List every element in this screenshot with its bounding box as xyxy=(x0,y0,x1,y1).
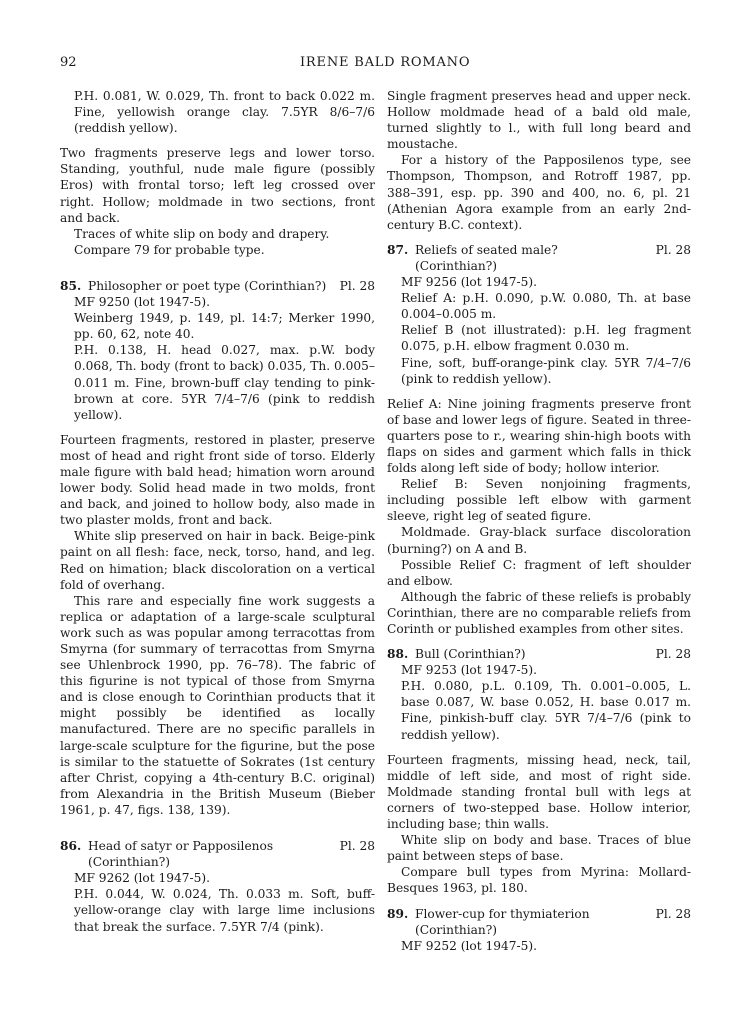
entry-86-inventory: MF 9262 (lot 1947-5). xyxy=(74,871,210,886)
entry-87-subtitle: (Corinthian?) xyxy=(415,258,498,273)
plate-ref: Pl. 28 xyxy=(655,906,691,921)
plate-ref: Pl. 28 xyxy=(655,242,691,257)
entry-title: Reliefs of seated male? xyxy=(415,242,558,257)
entry-87-moldmade: Moldmade. Gray-black surface discoloration (burning?) on A and B. xyxy=(387,525,691,556)
plate-ref: Pl. 28 xyxy=(339,839,375,854)
entry-number: 85. xyxy=(60,278,82,293)
entry-87-relief-a: Relief A: Nine joining fragments preserve front of base and lower legs of figure. Seated in three-quarters pose to r., wearing shin-high boots with flaps on sides and garment which falls in thick folds along left side of body; hollow interior. xyxy=(387,396,691,476)
entry-88-inventory: MF 9253 (lot 1947-5). xyxy=(401,663,537,678)
entry-84-description: Two fragments preserve legs and lower torso. Standing, youthful, nude male figure (possibly Eros) with frontal torso; left leg crossed over right. Hollow; moldmade in two sections, front and back. xyxy=(60,146,375,225)
plate-ref: Pl. 28 xyxy=(339,278,375,293)
page-number: 92 xyxy=(60,55,77,70)
entry-number: 89. xyxy=(387,906,409,921)
entry-86-history: For a history of the Papposilenos type, see Thompson, Thompson, and Rotroff 1987, pp. 388–391, esp. pp. 390 and 400, no. 6, pl. 21 (Athenian Agora example from an early 2nd-century B.C. context). xyxy=(387,153,691,232)
entry-87-inventory: MF 9256 (lot 1947-5). xyxy=(401,275,537,290)
entry-87-clay: Fine, soft, buff-orange-pink clay. 5YR 7/4–7/6 (pink to reddish yellow). xyxy=(401,355,691,386)
entry-85-description: Fourteen fragments, restored in plaster, preserve most of head and right front side of torso. Elderly male figure with bald head; himation worn around lower body. Solid head made in two molds, front and back, and joined to hollow body, also made in two plaster molds, front and back. xyxy=(60,432,375,528)
entry-title: Bull (Corinthian?) xyxy=(415,647,526,662)
entry-number: 87. xyxy=(387,242,409,257)
entry-87-measurements-b: Relief B (not illustrated): p.H. leg fragment 0.075, p.H. elbow fragment 0.030 m. xyxy=(401,323,691,354)
entry-84-measurements: P.H. 0.081, W. 0.029, Th. front to back 0.022 m. Fine, yellowish orange clay. 7.5YR 8/6–7/6 (reddish yellow). xyxy=(74,89,375,136)
entry-89-inventory: MF 9252 (lot 1947-5). xyxy=(401,938,537,953)
entry-88-slip: White slip on body and base. Traces of blue paint between steps of base. xyxy=(387,833,691,864)
entry-87-measurements-a: Relief A: p.H. 0.090, p.W. 0.080, Th. at base 0.004–0.005 m. xyxy=(401,291,691,322)
entry-85-measurements: P.H. 0.138, H. head 0.027, max. p.W. body 0.068, Th. body (front to back) 0.035, Th. 0.005–0.011 m. Fine, brown-buff clay tending to pink-brown at core. 5YR 7/4–7/6 (pink to reddish yellow). xyxy=(74,343,375,422)
entry-title: Philosopher or poet type (Corinthian?) xyxy=(88,278,327,293)
entry-86-measurements: P.H. 0.044, W. 0.024, Th. 0.033 m. Soft, buff-yellow-orange clay with large lime inclusions that break the surface. 7.5YR 7/4 (pink). xyxy=(74,887,375,934)
entry-86-description: Single fragment preserves head and upper neck. Hollow moldmade head of a bald old male, turned slightly to l., with full long beard and moustache. xyxy=(387,89,691,152)
entry-title: Head of satyr or Papposilenos xyxy=(88,839,274,854)
entry-86-heading xyxy=(60,838,375,854)
entry-84-compare: Compare 79 for probable type. xyxy=(74,242,265,257)
entry-85-inventory: MF 9250 (lot 1947-5). xyxy=(74,295,210,310)
entry-89-subtitle: (Corinthian?) xyxy=(415,922,498,937)
entry-88-compare: Compare bull types from Myrina: Mollard-Besques 1963, pl. 180. xyxy=(387,865,691,896)
entry-87-heading xyxy=(387,242,691,258)
entry-88-description: Fourteen fragments, missing head, neck, tail, middle of left side, and most of right side. Moldmade standing frontal bull with legs at corners of two-stepped base. Hollow interior, including base; thin walls. xyxy=(387,752,691,832)
entry-86-subtitle: (Corinthian?) xyxy=(88,855,171,870)
entry-88-measurements: P.H. 0.080, p.L. 0.109, Th. 0.001–0.005, L. base 0.087, W. base 0.052, H. base 0.017 m. Fine, pinkish-buff clay. 5YR 7/4–7/6 (pink to reddish yellow). xyxy=(401,679,691,742)
entry-87-relief-b: Relief B: Seven nonjoining fragments, including possible left elbow with garment sleeve, right leg of seated figure. xyxy=(387,477,691,524)
plate-ref: Pl. 28 xyxy=(655,647,691,662)
running-header-author: IRENE BALD ROMANO xyxy=(300,55,471,70)
entry-85-discussion: This rare and especially fine work suggests a replica or adaptation of a large-scale sculptural work such as was popular among terracottas from Smyrna (for summary of terracottas from Smyrna see Uhlenbrock 1990, pp. 76–78). The fabric of this figurine is not typical of those from Smyrna and is close enough to Corinthian products that it might possibly be identified as locally manufactured. There are no specific parallels in large-scale sculpture for the figurine, but the pose is similar to the statuette of Sokrates (1st century after Christ, copying a 4th-century B.C. original) from Alexandria in the British Museum (Bieber 1961, p. 47, figs. 138, 139). xyxy=(60,593,375,817)
entry-title: Flower-cup for thymiaterion xyxy=(415,906,590,921)
entry-85-paint: White slip preserved on hair in back. Beige-pink paint on all flesh: face, neck, torso, hand, and leg. Red on himation; black discoloration on a vertical fold of overhang. xyxy=(60,529,375,592)
entry-88-heading xyxy=(387,646,691,662)
entry-85-heading xyxy=(60,278,375,294)
entry-87-note: Although the fabric of these reliefs is probably Corinthian, there are no comparable reliefs from Corinth or published examples from other sites. xyxy=(387,589,691,636)
entry-number: 86. xyxy=(60,839,82,854)
left-column xyxy=(60,88,375,935)
entry-number: 88. xyxy=(387,647,409,662)
entry-85-bibliography: Weinberg 1949, p. 149, pl. 14:7; Merker 1990, pp. 60, 62, note 40. xyxy=(74,311,375,342)
right-column xyxy=(387,88,691,954)
entry-89-heading xyxy=(387,906,691,922)
entry-87-relief-c: Possible Relief C: fragment of left shoulder and elbow. xyxy=(387,557,691,588)
entry-84-traces: Traces of white slip on body and drapery. xyxy=(74,226,330,241)
